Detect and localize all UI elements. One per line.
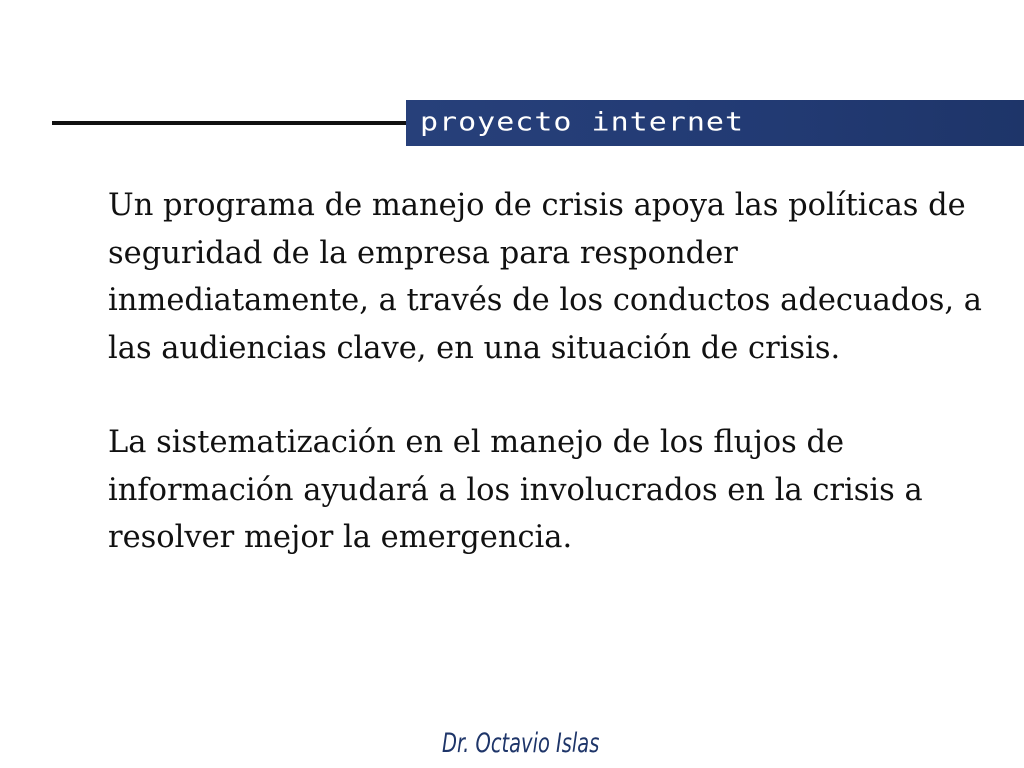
slide-body bbox=[108, 182, 988, 562]
banner-logo-text: proyecto internet bbox=[420, 107, 745, 138]
author-signature: Dr. Octavio Islas bbox=[442, 728, 600, 759]
header-banner bbox=[406, 100, 1024, 146]
body-paragraph-2: La sistematización en el manejo de los flujos de información ayudará a los involucrados en la crisis a resolver mejor la emergencia. bbox=[108, 425, 923, 555]
body-paragraph-1: Un programa de manejo de crisis apoya las políticas de seguridad de la empresa para responder inmediatamente, a través de los conductos adecuados, a las audiencias clave, en una situación de crisis. bbox=[108, 188, 982, 366]
header-rule bbox=[52, 121, 410, 125]
